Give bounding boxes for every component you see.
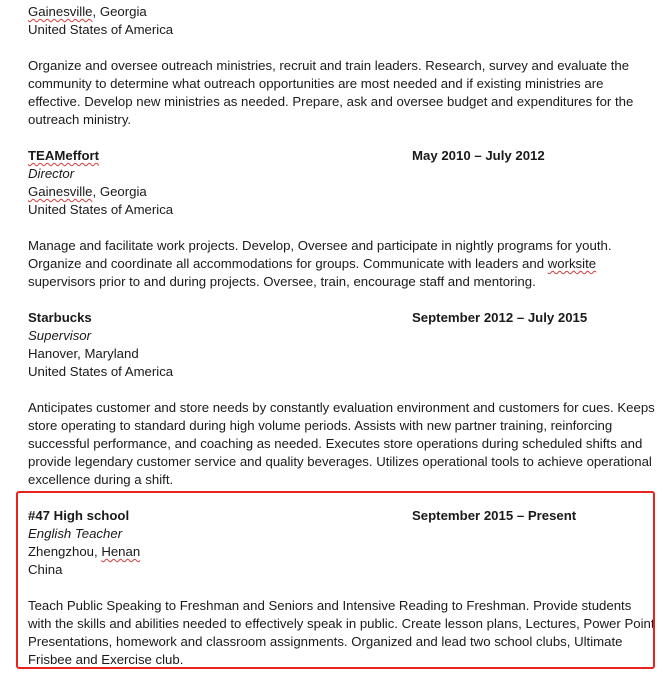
spellcheck-word: worksite [547,256,597,271]
job-description [28,237,656,291]
description-text: supervisors prior to and during projects. Oversee, train, encourage staff and mentoring. [28,274,536,289]
job-entry-outreach [28,3,658,129]
job-title: Supervisor [28,328,92,343]
spellcheck-word: Gainesville [28,184,93,199]
job-location-city [28,3,658,21]
job-dates: September 2015 – Present [412,508,577,523]
description-text: Manage and facilitate work projects. Develop, Oversee and participate in nightly programs for youth. Organize and coordinate all accommodations for groups. Communicate with leaders and [28,238,612,271]
job-dates: May 2010 – July 2012 [412,148,545,163]
job-entry-starbucks [28,309,658,489]
job-location-state: , Georgia [92,184,147,199]
job-location-country: United States of America [28,22,174,37]
resume-document [28,3,658,669]
job-header [28,147,658,165]
job-title: English Teacher [28,526,123,541]
spellcheck-word: Henan [101,544,141,559]
job-entry-high-school [28,507,658,669]
job-description: Teach Public Speaking to Freshman and Seniors and Intensive Reading to Freshman. Provide students with the skills and abilities needed to effectively speak in public. Create lesson plans, Lectures, Power Point Presentations, homework and classroom assignments. Organized and lead two school clubs, Ultimate Frisbee and Exercise club. [28,598,655,667]
job-location-city-name: Zhengzhou, [28,544,102,559]
job-header [28,507,658,525]
spacer [28,381,658,399]
job-location-city: Hanover, Maryland [28,346,139,361]
job-location-city [28,543,658,561]
spacer [28,489,658,507]
job-location-city [28,183,658,201]
job-location-country: China [28,562,63,577]
job-header [28,309,658,327]
job-organization: Starbucks [28,310,92,325]
job-title: Director [28,166,75,181]
spacer [28,39,658,57]
job-location-state: , Georgia [92,4,147,19]
job-entry-teameffort [28,147,658,291]
spellcheck-word: Gainesville [28,4,93,19]
job-description: Anticipates customer and store needs by constantly evaluation environment and customers for cues. Keeps store operating to standard during high volume periods. Assists with new partner training, reinforcing successful performance, and coaching as needed. Executes store operations during scheduled shifts and provide legendary customer service and quality beverages. Utilizes operational tools to achieve operational excellence during a shift. [28,400,655,487]
job-location-country: United States of America [28,364,174,379]
spacer [28,129,658,147]
job-dates: September 2012 – July 2015 [412,310,588,325]
spacer [28,291,658,309]
spacer [28,579,658,597]
job-organization: #47 High school [28,508,130,523]
job-description: Organize and oversee outreach ministries, recruit and train leaders. Research, survey and evaluate the community to determine what outreach opportunities are most needed and if existing ministries are effective. Develop new ministries as needed. Prepare, ask and oversee budget and expenditures for the outreach ministry. [28,58,634,127]
job-organization: TEAMeffort [28,148,100,163]
spacer [28,219,658,237]
job-location-country: United States of America [28,202,174,217]
